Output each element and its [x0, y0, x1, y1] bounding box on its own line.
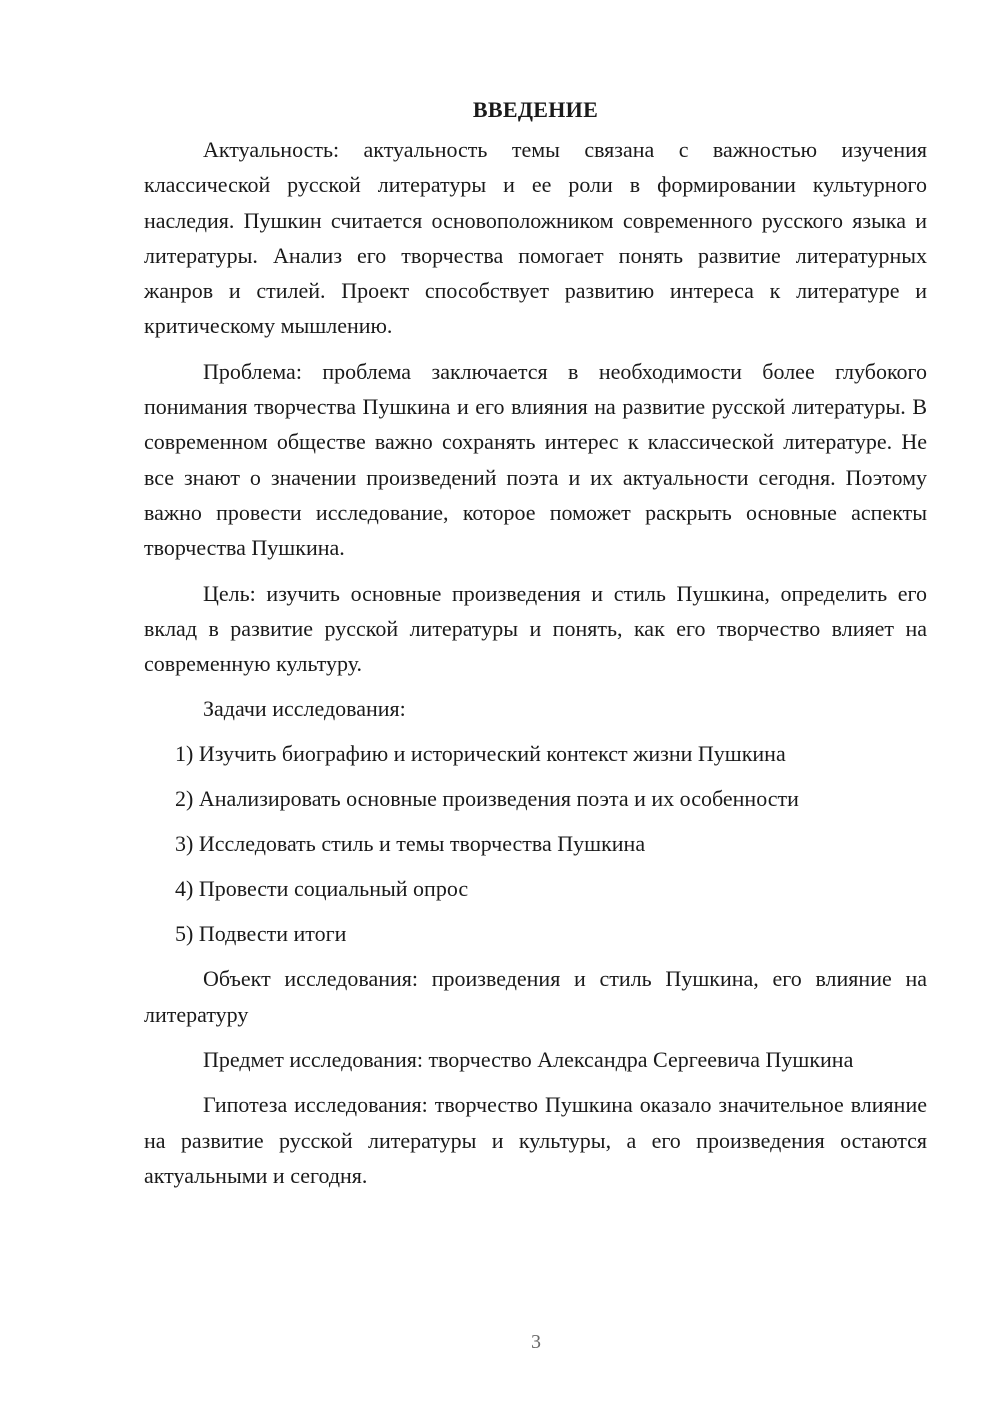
task-item: 3) Исследовать стиль и темы творчества Пушкина	[175, 831, 646, 857]
goal-paragraph: Цель: изучить основные произведения и стиль Пушкина, определить его вклад в развитие русской литературы и понять, как его творчество влияет на современную культуру.	[144, 580, 927, 677]
problem-paragraph: Проблема: проблема заключается в необходимости более глубокого понимания творчества Пушкина и его влияния на развитие русской литературы. В современном обществе важно сохранять интерес к классической литературе. Не все знают о значении произведений поэта и их актуальности сегодня. Поэтому важно провести исследование, которое поможет раскрыть основные аспекты творчества Пушкина.	[144, 358, 927, 561]
page-number: 3	[531, 1331, 541, 1353]
tasks-list	[144, 736, 927, 951]
page-title: ВВЕДЕНИЕ	[472, 97, 599, 122]
hypothesis-paragraph: Гипотеза исследования: творчество Пушкина оказало значительное влияние на развитие русской литературы и культуры, а его произведения остаются актуальными и сегодня.	[144, 1092, 927, 1188]
task-item: 4) Провести социальный опрос	[175, 876, 469, 902]
subject-paragraph: Предмет исследования: творчество Александра Сергеевича Пушкина	[203, 1047, 854, 1073]
task-item: 2) Анализировать основные произведения поэта и их особенности	[175, 786, 799, 812]
object-paragraph: Объект исследования: произведения и стиль Пушкина, его влияние на литературу	[144, 966, 927, 1027]
relevance-paragraph: Актуальность: актуальность темы связана с важностью изучения классической русской литературы и ее роли в формировании культурного наследия. Пушкин считается основоположником современного русского языка и литературы. Анализ его творчества помогает понять развитие литературных жанров и стилей. Проект способствует развитию интереса к литературе и критическому мышлению.	[144, 137, 927, 339]
task-item: 5) Подвести итоги	[175, 921, 347, 947]
task-item: 1) Изучить биографию и исторический контекст жизни Пушкина	[175, 741, 786, 767]
page-content	[144, 96, 927, 1203]
tasks-heading: Задачи исследования:	[203, 696, 406, 722]
